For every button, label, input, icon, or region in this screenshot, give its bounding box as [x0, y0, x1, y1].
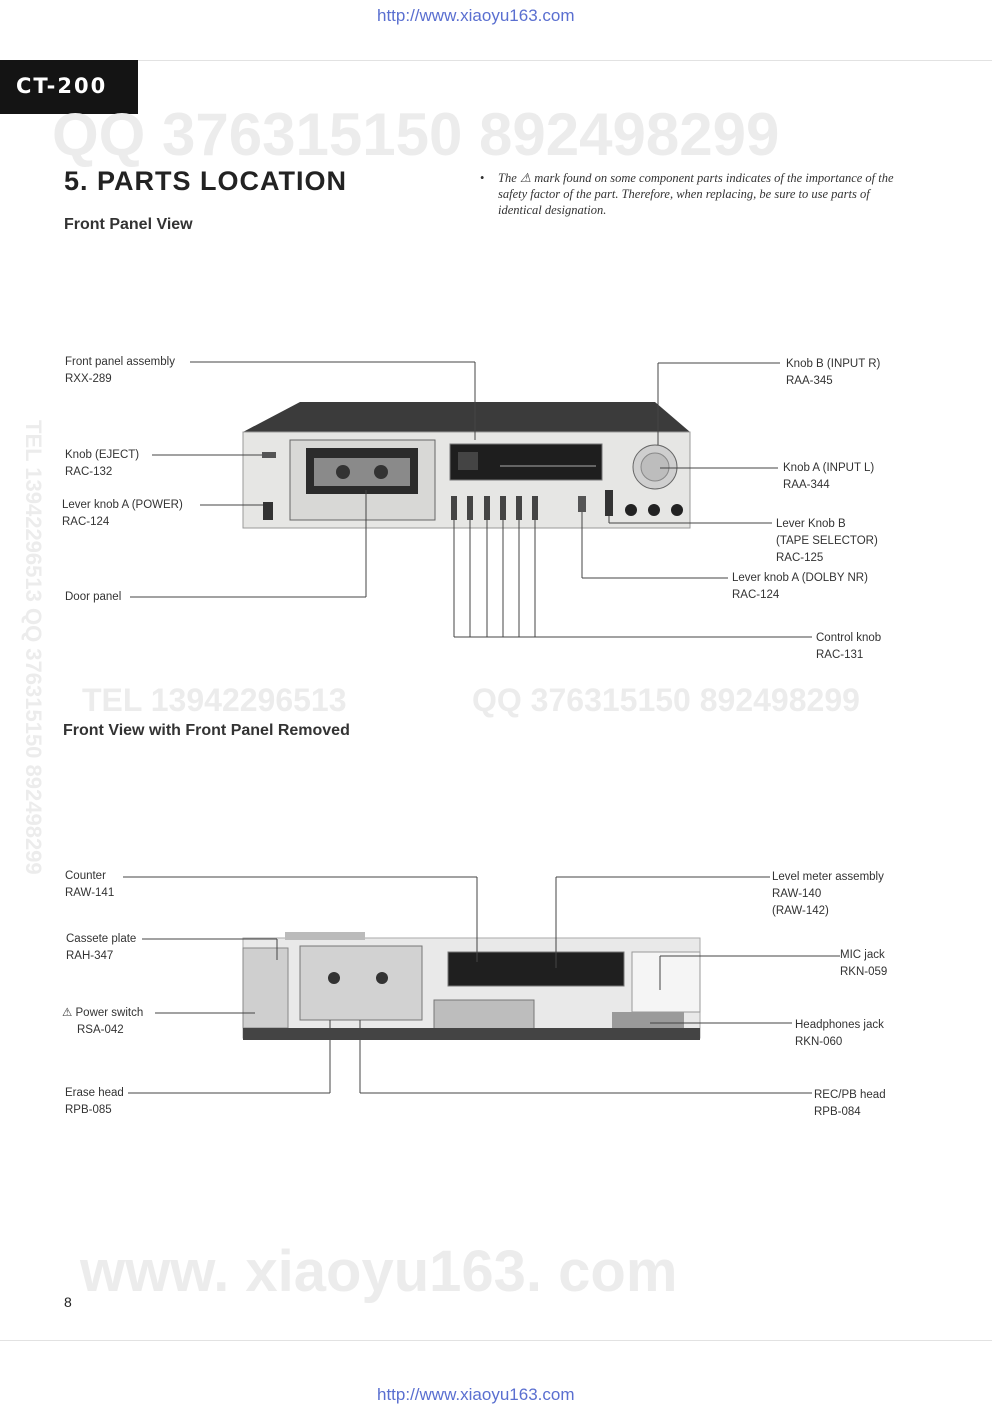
- headphones-board: [612, 1012, 684, 1028]
- eject-knob: [262, 452, 276, 458]
- tape-reel-right: [374, 465, 388, 479]
- headphones-jack: [671, 504, 683, 516]
- watermark-vertical-left: TEL 13942296513 QQ 376315150 892498299: [21, 420, 46, 875]
- label-lever-dolby: Lever knob A (DOLBY NR) RAC-124: [732, 572, 868, 601]
- label-knob-eject: Knob (EJECT) RAC-132: [65, 449, 140, 478]
- plate-reel-right: [376, 972, 388, 984]
- label-control-knob: Control knob RAC-131: [816, 632, 882, 661]
- label-lever-tape-selector: Lever Knob B (TAPE SELECTOR) RAC-125: [776, 518, 878, 564]
- safety-note-text: The ⚠ mark found on some component parts indicates of the importance of the safety factor of the part. Therefore, when replacing, be sure to use parts of identical designation.: [498, 171, 894, 217]
- model-label: CT-200: [16, 74, 108, 98]
- label-lever-power: Lever knob A (POWER) RAC-124: [62, 499, 183, 528]
- mic-jack-left: [625, 504, 637, 516]
- deck-top-cover: [243, 402, 690, 432]
- page-number: 8: [64, 1294, 72, 1310]
- label-front-panel-assembly: Front panel assembly RXX-289: [65, 356, 175, 385]
- watermark-qq-middle: QQ 376315150 892498299: [472, 682, 860, 718]
- label-power-switch: ⚠ Power switch RSA-042: [62, 1007, 144, 1036]
- dolby-lever: [578, 496, 586, 512]
- bullet-icon: •: [480, 171, 485, 185]
- label-door-panel: Door panel: [65, 591, 122, 603]
- power-switch-area: [243, 948, 288, 1028]
- label-knob-a-input-l: Knob A (INPUT L) RAA-344: [783, 462, 875, 491]
- plate-reel-left: [328, 972, 340, 984]
- top-url-link[interactable]: http://www.xiaoyu163.com: [377, 6, 575, 25]
- subtitle-front-panel: Front Panel View: [64, 216, 193, 233]
- chassis-top-left: [285, 932, 365, 940]
- mic-jack-right: [648, 504, 660, 516]
- level-meter-assembly: [448, 952, 624, 986]
- watermark-url-bottom: www. xiaoyu163. com: [80, 1239, 678, 1304]
- label-headphones-jack: Headphones jack RKN-060: [795, 1019, 884, 1048]
- counter-display: [458, 452, 478, 470]
- label-rec-pb-head: REC/PB head RPB-084: [814, 1089, 886, 1118]
- label-level-meter-assembly: Level meter assembly RAW-140 (RAW-142): [772, 871, 884, 917]
- cassette-plate: [300, 946, 422, 1020]
- page-title: 5. PARTS LOCATION: [64, 166, 348, 196]
- tape-reel-left: [336, 465, 350, 479]
- label-knob-b-input-r: Knob B (INPUT R) RAA-345: [786, 358, 881, 387]
- chassis-bottom-rail: [243, 1028, 700, 1040]
- input-knob-l: [641, 453, 669, 481]
- tape-selector-lever: [605, 490, 613, 516]
- power-lever: [263, 502, 273, 520]
- bottom-rule: [0, 1340, 992, 1341]
- watermark-tel-middle: TEL 13942296513: [82, 682, 347, 718]
- watermark-qq-top: QQ 376315150 892498299: [52, 101, 780, 168]
- label-erase-head: Erase head RPB-085: [65, 1087, 124, 1116]
- label-mic-jack: MIC jack RKN-059: [840, 949, 888, 978]
- cassette-tape: [314, 458, 410, 486]
- bottom-url-link[interactable]: http://www.xiaoyu163.com: [377, 1385, 575, 1404]
- label-counter: Counter RAW-141: [65, 870, 115, 899]
- subtitle-panel-removed: Front View with Front Panel Removed: [63, 722, 350, 739]
- right-module: [632, 952, 700, 1012]
- label-cassette-plate: Cassete plate RAH-347: [66, 933, 137, 962]
- jack-board: [434, 1000, 534, 1030]
